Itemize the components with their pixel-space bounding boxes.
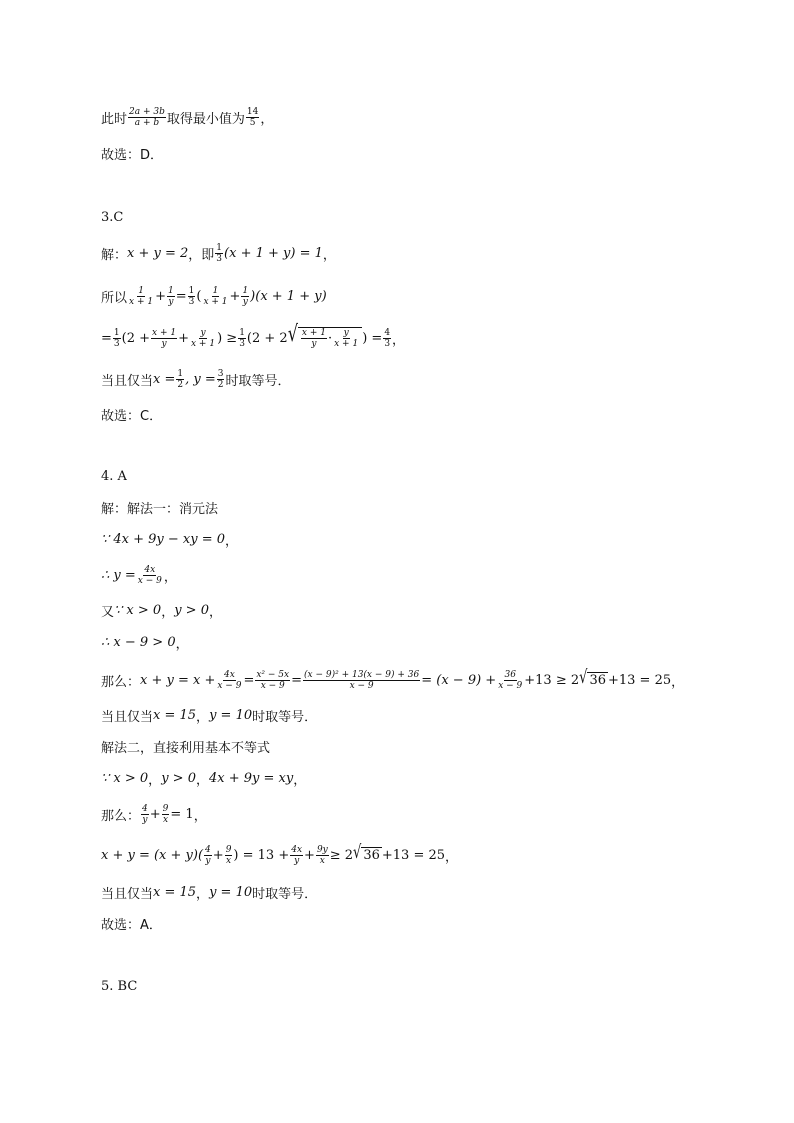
text-line: 当且仅当 x = 15 ， y = 10 时取等号． <box>101 707 318 725</box>
question-heading: 5. BC <box>101 978 138 994</box>
fraction: $\frac{1}{y}$ <box>168 285 174 307</box>
text-line: 解：解法一：消元法 <box>101 501 219 517</box>
answer-line: 故选：D． <box>101 147 164 163</box>
question-heading: 3.C <box>101 209 124 225</box>
equation-line: x + y = (x + y)( $\frac{4}{y}$ + $\frac{9}{x}$ ) = 13 + $\frac{4x}{y}$ + $\frac{9y}{x}$ ≥ 2 √ 36 +13 = 25 ， <box>101 842 459 866</box>
fraction: $\frac{4}{3}$ <box>384 327 391 349</box>
fraction: $\frac{1}{x + 1}$ <box>129 285 154 307</box>
fraction: $\frac{1}{3}$ <box>239 327 245 349</box>
fraction: $\frac{y}{x + 1}$ <box>334 328 359 349</box>
equation-line: 那么： $\frac{4}{y}$ + $\frac{9}{x}$ = 1 ， <box>101 803 207 825</box>
fraction: $\frac{1}{y}$ <box>242 285 249 307</box>
text-line: 当且仅当 x = 15 ， y = 10 时取等号． <box>101 884 318 902</box>
square-root: √ $\frac{x + 1}{y}$ · $\frac{y}{x + 1}$ <box>288 327 363 349</box>
fraction: $\frac{9y}{x}$ <box>316 844 328 866</box>
fraction: $\frac{1}{3}$ <box>216 242 223 264</box>
equation-line: ∵ 4x + 9y − xy = 0 ， <box>101 531 239 549</box>
text-line: 解： x + y = 2 ，即 $\frac{1}{3}$ (x + 1 + y) = 1 ， <box>101 242 336 264</box>
text-line: 当且仅当 x = $\frac{1}{2}$ , y = $\frac{3}{2}$ 时取等号． <box>101 368 291 390</box>
equation-line: 那么： x + y = x + $\frac{4x}{x - 9}$ = $\frac{\text{x² − 5x}}{x - 9}$ = $\frac{\text{(x − 9)² + 13(x − 9) + 36}}{x - 9}$ = (x − 9) + $\frac{36}{x - 9}$ +13 ≥ 2 √ 36 +13 = 25 ， <box>101 667 685 691</box>
fraction: $\frac{9}{x}$ <box>162 803 169 825</box>
fraction: $\frac{1}{x + 1}$ <box>203 285 228 307</box>
answer-line: 故选：C． <box>101 408 163 424</box>
fraction: $\frac{2a + 3b}{a + b}$ <box>129 106 165 128</box>
equation-line: ∴ x − 9 > 0 ， <box>101 634 189 652</box>
text-line: 此时 $\frac{2a + 3b}{a + b}$ 取得最小值为 $\frac{14}{5}$ ， <box>101 106 274 128</box>
fraction: $\frac{4x}{y}$ <box>291 844 303 866</box>
fraction: $\frac{\text{(x − 9)² + 13(x − 9) + 36}}{x - 9}$ <box>304 669 420 691</box>
fraction: $\frac{4x}{x - 9}$ <box>137 564 162 586</box>
fraction: $\frac{x + 1}{y}$ <box>301 328 326 349</box>
question-heading: 4. A <box>101 468 127 484</box>
fraction: $\frac{9}{x}$ <box>225 844 232 866</box>
fraction: $\frac{36}{x - 9}$ <box>498 669 523 691</box>
fraction: $\frac{3}{2}$ <box>217 368 224 390</box>
square-root: √ 36 <box>579 667 606 689</box>
fraction: $\frac{1}{3}$ <box>113 327 120 349</box>
answer-line: 故选：A． <box>101 917 162 933</box>
fraction: $\frac{x + 1}{y}$ <box>152 327 177 349</box>
text-line: ∵ x > 0 ， y > 0 ， 4x + 9y = xy ， <box>101 770 307 788</box>
square-root: √ 36 <box>353 842 380 864</box>
text-line: 解法二，直接利用基本不等式 <box>101 740 271 756</box>
equation-line: ∴ y = $\frac{4x}{x - 9}$ ， <box>101 564 177 586</box>
fraction: $\frac{y}{x + 1}$ <box>191 327 216 349</box>
fraction: $\frac{1}{3}$ <box>188 285 195 307</box>
fraction: $\frac{4}{y}$ <box>205 844 211 866</box>
fraction: $\frac{4}{y}$ <box>142 803 148 825</box>
text-line: 又 ∵ x > 0 ， y > 0 ， <box>101 602 222 620</box>
equation-line: 所以 $\frac{1}{x + 1}$ + $\frac{1}{y}$ = $\frac{1}{3}$ ( $\frac{1}{x + 1}$ + $\frac{1}{y}$ )(x + 1 + y) <box>101 285 327 307</box>
fraction: $\frac{4x}{x - 9}$ <box>217 669 242 691</box>
equation-line: = $\frac{1}{3}$ (2 + $\frac{x + 1}{y}$ + $\frac{y}{x + 1}$ ) ≥ $\frac{1}{3}$ (2 + 2 √ $\frac{x + 1}{y}$ · $\frac{y}{x + 1}$ ) = $\frac{4}{3}$ ， <box>101 319 406 349</box>
fraction: $\frac{14}{5}$ <box>246 106 259 128</box>
fraction: $\frac{1}{2}$ <box>177 368 184 390</box>
fraction: $\frac{\text{x² − 5x}}{x - 9}$ <box>256 669 290 691</box>
